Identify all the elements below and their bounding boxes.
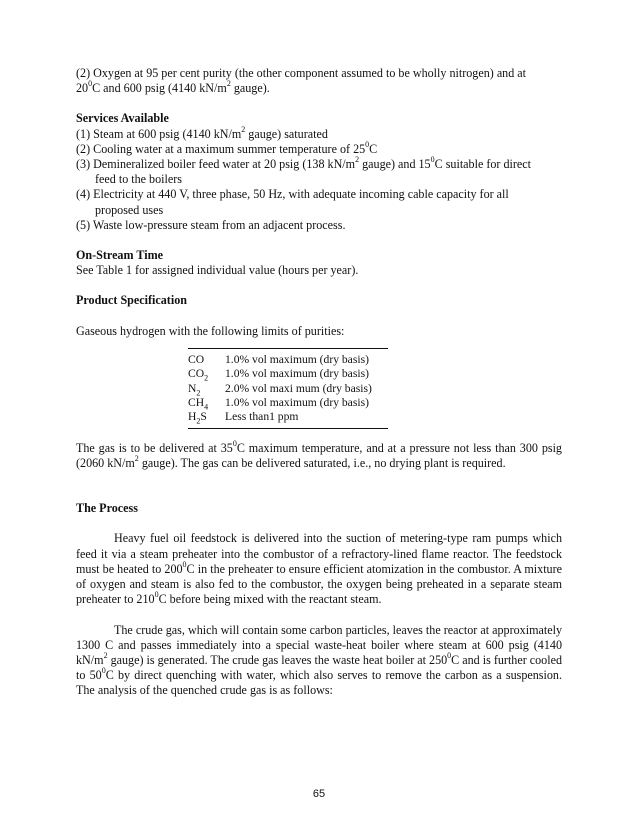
purity-row: $N_2$ 2.0% vol maxi mum (dry basis)	[188, 381, 372, 397]
product-intro: Gaseous hydrogen with the following limits of purities:	[76, 323, 345, 338]
product-heading: Product Specification	[76, 293, 187, 308]
purity-row: CO 1.0% vol maximum (dry basis)	[188, 352, 369, 366]
purity-row: $H_2S$ Less than1 ppm	[188, 410, 299, 426]
service-item-4: (4) Electricity at 440 V, three phase, 50 Hz, with adequate incoming cable capacity for all	[76, 187, 509, 202]
services-heading: Services Available	[76, 111, 169, 126]
service-item-1: (1) Steam at 600 psig (4140 $kN/m^2$ gauge) saturated	[76, 124, 328, 141]
service-item-4-cont: proposed uses	[95, 202, 164, 217]
purity-row: $CO_2$ 1.0% vol maximum (dry basis)	[188, 367, 369, 383]
service-item-3-cont: feed to the boilers	[95, 172, 182, 187]
service-item-5: (5) Waste low-pressure steam from an adjacent process.	[76, 217, 346, 232]
page-number: 65	[312, 788, 326, 800]
onstream-heading: On-Stream Time	[76, 248, 164, 263]
oxygen-line-1: (2) Oxygen at 95 per cent purity (the other component assumed to be wholly nitrogen) and at	[76, 66, 527, 80]
service-item-2: (2) Cooling water at a maximum summer temperature of $25^0C$	[76, 139, 378, 156]
onstream-text: See Table 1 for assigned individual value (hours per year).	[76, 263, 359, 278]
process-paragraph-2: The crude gas, which will contain some carbon particles, leaves the reactor at approximately 1300 C and passes immediately into a special waste-heat boiler where steam at 600 psig (4140 $kN/m^2$ gauge) is generated. The crude gas leaves the waste heat boiler at $250^0C$ and is further cooled to $50^0C$ by direct quenching with water, which also serves to remove the carbon as a suspension. The analysis of the quenched crude gas is as follows:	[76, 622, 562, 698]
purity-table	[188, 348, 388, 429]
oxygen-line-2: $20^0C$ and 600 psig (4140 $kN/m^2$ gauge).	[76, 79, 270, 96]
document-body	[76, 66, 562, 699]
process-paragraph-1: Heavy fuel oil feedstock is delivered into the suction of metering-type ram pumps which feed it via a steam preheater into the combustor of a refractory-lined flame reactor. The feedstock must be heated to $200^0C$ in the preheater to ensure efficient atomization in the combustor. A mixture of oxygen and steam is also fed to the combustor, the oxygen being preheated in a separate steam preheater to $210^0C$ before being mixed with the reactant steam.	[76, 531, 562, 607]
delivery-text: The gas is to be delivered at $35^0C$ maximum temperature, and at a pressure not less than 300 psig (2060 $kN/m^2$ gauge). The gas can be delivered saturated, i.e., no drying plant is required.	[76, 438, 562, 471]
process-heading: The Process	[76, 501, 138, 516]
purity-row: $CH_4$ 1.0% vol maximum (dry basis)	[188, 396, 369, 412]
service-item-3: (3) Demineralized boiler feed water at 20 psig (138 $kN/m^2$ gauge) and $15^0C$ suitable for direct	[76, 154, 531, 172]
